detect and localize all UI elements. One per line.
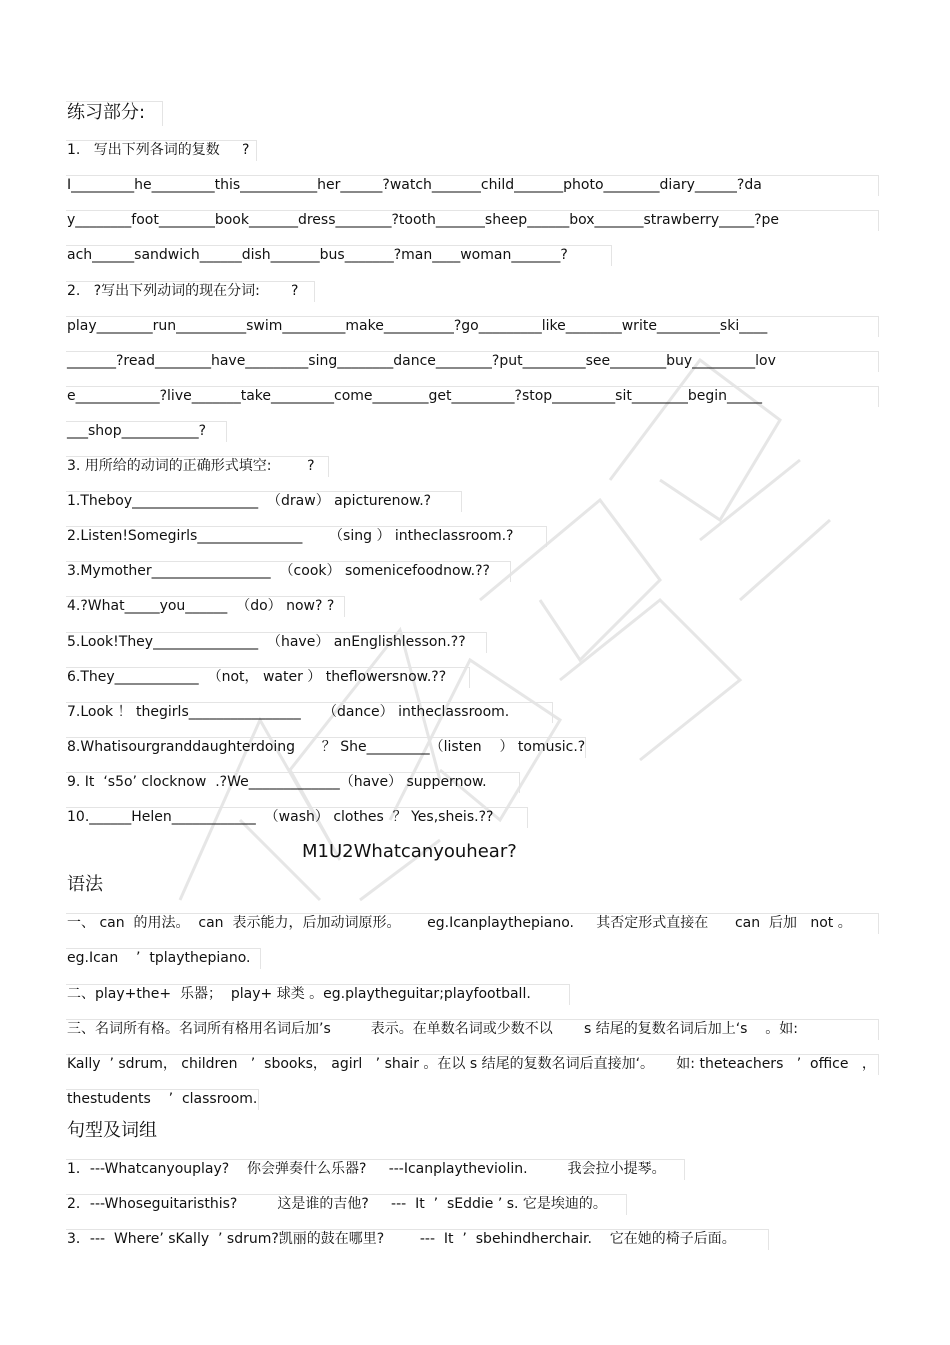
q1-blank-row: I_________he_________this___________her______?watch_______child_______photo________diary______?da [67, 177, 762, 193]
q2-blank-row: play________run__________swim_________make__________?go_________like________write_________ski____ [67, 318, 768, 334]
fill-in-sentence: 10.______Helen____________ （wash） clothes ？ Yes,sheis.?? [67, 809, 494, 825]
fill-in-sentence: 7.Look ！ thegirls________________ （dance） intheclassroom. [67, 704, 510, 720]
q2-blank-row: ___shop___________? [67, 423, 207, 439]
grammar-point: thestudents ’ classroom. [67, 1091, 258, 1107]
fill-in-sentence: 6.They____________ （not， water ） theflowersnow.?? [67, 669, 447, 685]
grammar-point: 二、play+the+ 乐器； play+ 球类 。eg.playtheguitar;playfootball. [67, 986, 531, 1002]
pattern-item: 1．---Whatcanyouplay? 你会弹奏什么乐器? ---Icanplaytheviolin. 我会拉小提琴。 [67, 1161, 666, 1177]
fill-in-sentence: 1.Theboy__________________ （draw） apicturenow.? [67, 493, 432, 509]
pattern-item: 2．---Whoseguitaristhis? 这是谁的吉他? --- It ’ sEddie ’ s. 它是埃迪的。 [67, 1196, 607, 1212]
unit-title: M1U2Whatcanyouhear? [302, 841, 517, 862]
q1-blank-row: y________foot________book_______dress________?tooth_______sheep______box_______strawberry_____?pe [67, 212, 780, 228]
fill-in-sentence: 2.Listen!Somegirls_______________ （sing ） intheclassroom.? [67, 528, 514, 544]
question-1-title: 1. 写出下列各词的复数 ? [67, 142, 250, 158]
q2-blank-row: e____________?live_______take_________come________get_________?stop_________sit________begin_____ [67, 388, 763, 404]
question-2-title: 2. ?写出下列动词的现在分词: ? [67, 283, 299, 299]
grammar-point: 一、 can 的用法。 can 表示能力，后加动词原形。 eg.Icanplaythepiano. 其否定形式直接在 can 后加 not 。 [67, 915, 852, 931]
fill-in-sentence: 8.Whatisourgranddaughterdoing ？ She_________（listen ） tomusic.? [67, 739, 586, 755]
pattern-item: 3．--- Where’ sKally ’ sdrum?凯丽的鼓在哪里? --- It ’ sbehindherchair. 它在她的椅子后面。 [67, 1231, 736, 1247]
fill-in-sentence: 9. It ‘s5o’ clocknow .?We_____________（have） suppernow. [67, 774, 487, 790]
grammar-heading: 语法 [67, 874, 103, 895]
practice-heading: 练习部分: [67, 102, 146, 123]
grammar-point: Kally ’ sdrum， children ’ sbooks， agirl ’ shair 。在以 s 结尾的复数名词后直接加‘。 如: theteachers ’ office ， [67, 1056, 876, 1072]
patterns-heading: 句型及词组 [67, 1120, 157, 1141]
grammar-point: eg.Ican ’ tplaythepiano. [67, 950, 251, 966]
fill-in-sentence: 3.Mymother_________________ （cook） somenicefoodnow.?? [67, 563, 490, 579]
q2-blank-row: _______?read________have_________sing________dance________?put_________see________buy_________lov [67, 353, 776, 369]
grammar-point: 三、名词所有格。名词所有格用名词后加’s 表示。在单数名词或少数不以 s 结尾的复数名词后加上‘s 。如: [67, 1021, 798, 1037]
fill-in-sentence: 5.Look!They_______________ （have） anEnglishlesson.?? [67, 634, 466, 650]
question-3-title: 3. 用所给的动词的正确形式填空: ? [67, 458, 315, 474]
q1-blank-row: ach______sandwich______dish_______bus_______?man____woman_______? [67, 247, 568, 263]
fill-in-sentence: 4.?What_____you______ （do） now? ? [67, 598, 335, 614]
